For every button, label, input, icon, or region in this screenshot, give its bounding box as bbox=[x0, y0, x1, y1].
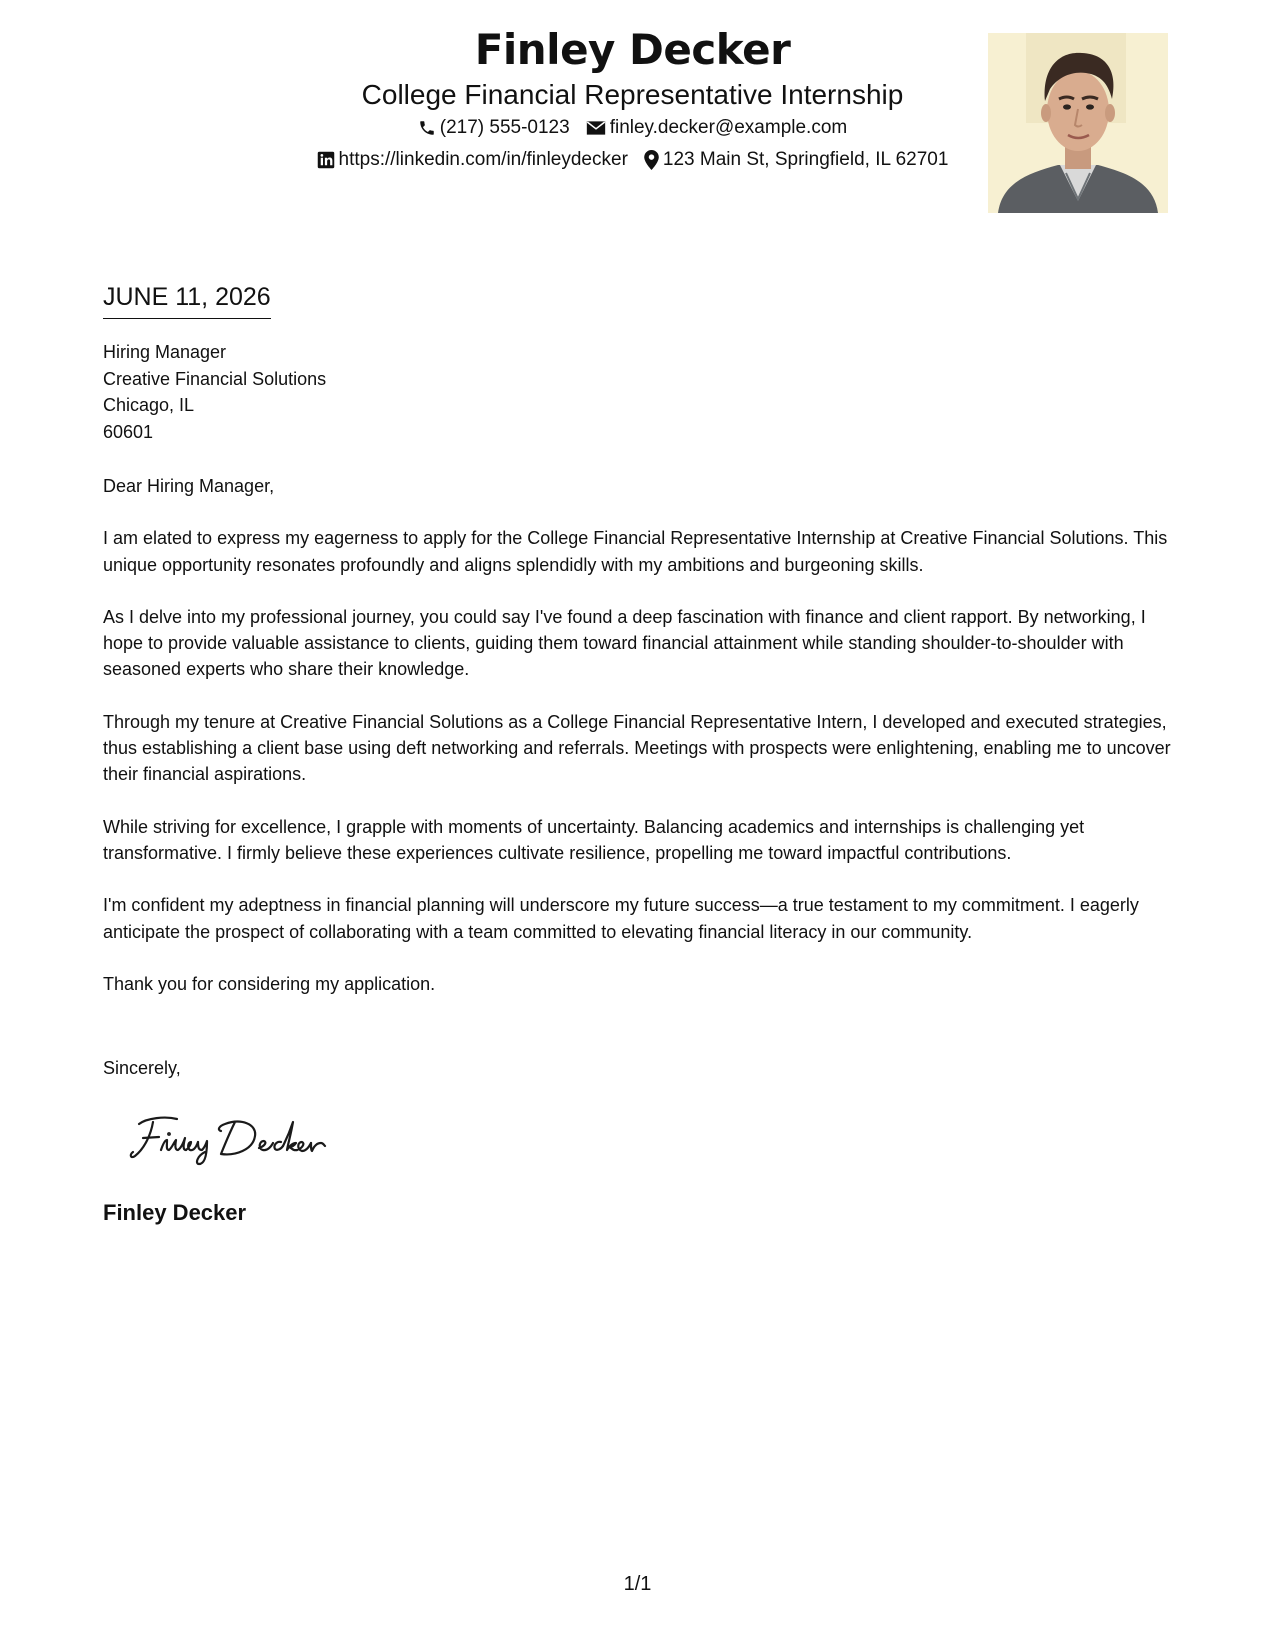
signed-name: Finley Decker bbox=[103, 1200, 247, 1225]
body-paragraph: While striving for excellence, I grapple with moments of uncertainty. Balancing academics and internships is challenging yet transformative. I firmly believe these experiences cultivate resilience, propelling me toward impactful contributions. bbox=[103, 816, 1085, 863]
linkedin-url[interactable]: https://linkedin.com/in/finleydecker bbox=[338, 149, 628, 170]
body-paragraph: As I delve into my professional journey, you could say I've found a deep fascination with finance and client rapport. By networking, I hope to provide valuable assistance to clients, guiding them toward financial attainment while standing shoulder-to-shoulder with seasoned experts who share their knowledge. bbox=[103, 606, 1146, 680]
linkedin-icon bbox=[317, 151, 335, 169]
envelope-icon bbox=[586, 120, 606, 136]
profile-photo bbox=[988, 33, 1168, 213]
recipient-city: Chicago, IL bbox=[103, 395, 195, 415]
recipient-block bbox=[103, 339, 326, 445]
phone-number[interactable]: (217) 555-0123 bbox=[439, 117, 570, 138]
map-pin-icon bbox=[644, 150, 659, 170]
letter-date: JUNE 11, 2026 bbox=[103, 280, 271, 319]
phone-contact bbox=[418, 112, 570, 144]
linkedin-contact bbox=[317, 144, 628, 176]
address-contact bbox=[644, 144, 949, 176]
page-number: 1/1 bbox=[623, 1573, 652, 1595]
handwritten-signature bbox=[125, 1110, 345, 1168]
closing: Sincerely, bbox=[103, 1058, 181, 1078]
body-paragraph: I'm confident my adeptness in financial planning will underscore my future success—a true testament to my commitment. I eagerly anticipate the prospect of collaborating with a team committed to elevating financial literacy in our community. bbox=[103, 895, 1139, 942]
applicant-name: Finley Decker bbox=[474, 25, 791, 74]
greeting: Dear Hiring Manager, bbox=[103, 476, 275, 496]
body-paragraph: Through my tenure at Creative Financial Solutions as a College Financial Representative Intern, I developed and executed strategies, thus establishing a client base using deft networking and referrals. Meetings with prospects were enlightening, enabling me to uncover their financial aspirations. bbox=[103, 711, 1171, 785]
phone-icon bbox=[418, 119, 436, 137]
recipient-title: Hiring Manager bbox=[103, 342, 227, 362]
email-contact bbox=[586, 112, 848, 144]
letter-body bbox=[103, 473, 1173, 1023]
job-title: College Financial Representative Internship bbox=[361, 79, 904, 110]
body-paragraph: I am elated to express my eagerness to apply for the College Financial Representative Internship at Creative Financial Solutions. This unique opportunity resonates profoundly and aligns splendidly with my ambitions and burgeoning skills. bbox=[103, 528, 1168, 575]
street-address: 123 Main St, Springfield, IL 62701 bbox=[662, 149, 949, 170]
email-address[interactable]: finley.decker@example.com bbox=[609, 117, 848, 138]
body-paragraph: Thank you for considering my application. bbox=[103, 973, 436, 994]
recipient-company: Creative Financial Solutions bbox=[103, 368, 327, 389]
recipient-zip: 60601 bbox=[103, 421, 154, 442]
